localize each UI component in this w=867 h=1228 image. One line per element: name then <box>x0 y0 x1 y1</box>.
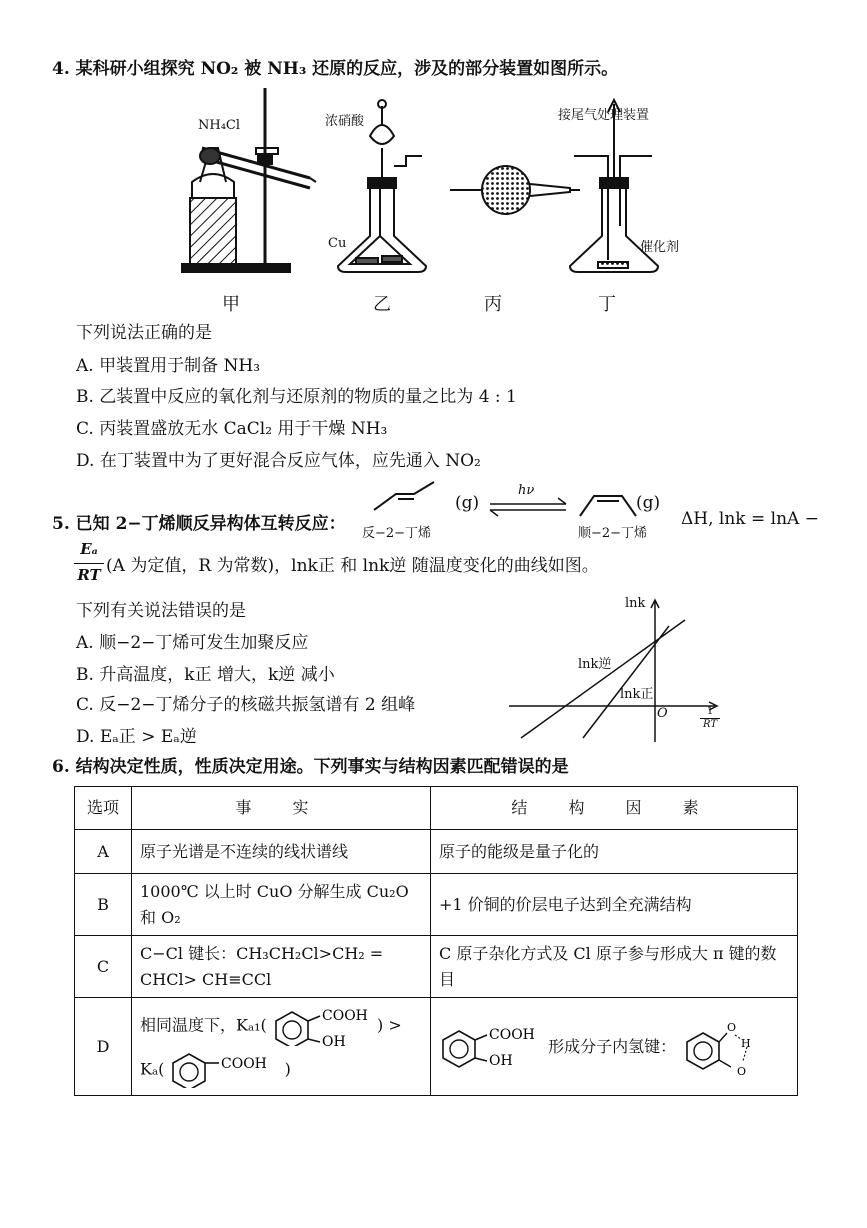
table-row <box>75 936 798 998</box>
lnk-graph <box>505 596 725 744</box>
apparatus-bing <box>450 166 580 214</box>
salicylic-acid-structure-2 <box>439 1023 543 1071</box>
benzoic-acid-structure <box>169 1052 279 1088</box>
frac-numerator: Eₐ <box>80 540 98 558</box>
line-lnk-forward <box>583 626 669 738</box>
graph-x-den: RT <box>702 719 718 730</box>
hb-o-2: O <box>737 1064 747 1078</box>
trans-label: 反−2−丁烯 <box>362 526 432 541</box>
row-d-fact-c: Kₐ( <box>140 1059 165 1078</box>
label-cu: Cu <box>328 236 347 251</box>
row-c-option: C <box>75 936 132 998</box>
q6-stem: 6. 结构决定性质，性质决定用途。下列事实与结构因素匹配错误的是 <box>52 757 569 777</box>
hv-label: hν <box>518 483 535 498</box>
q5-option-c: C. 反−2−丁烯分子的核磁共振氢谱有 2 组峰 <box>76 695 416 715</box>
header-cause: 结 构 因 素 <box>431 787 798 830</box>
q5-stem-cont: (A 为定值，R 为常数)，lnk正 和 lnk逆 随温度变化的曲线如图。 <box>106 556 599 576</box>
graph-origin: O <box>657 706 668 721</box>
table-row <box>75 874 798 936</box>
graph-y-label: lnk <box>625 596 646 611</box>
row-d-fact <box>132 998 431 1096</box>
row-a-fact: 原子光谱是不连续的线状谱线 <box>132 830 431 874</box>
q5-dh-part: ΔH, lnk = lnA − <box>681 509 819 529</box>
graph-label-reverse: lnk逆 <box>578 657 612 672</box>
cis-phase: (g) <box>636 493 661 513</box>
label-nh4cl: NH₄Cl <box>198 118 241 133</box>
q4-option-c: C. 丙装置盛放无水 CaCl₂ 用于干燥 NH₃ <box>76 419 388 439</box>
row-d-fact-a: 相同温度下，Kₐ₁( <box>140 1015 267 1034</box>
hb-o-1: O <box>727 1020 737 1034</box>
q5-stem-start: 5. 已知 2−丁烯顺反异构体互转反应： <box>52 514 346 534</box>
salicylic-cooh: COOH <box>321 1007 368 1024</box>
salicylic2-cooh: COOH <box>489 1026 535 1043</box>
row-c-fact: C−Cl 键长：CH₃CH₂Cl>CH₂ = CHCl> CH≡CCl <box>132 936 431 998</box>
q4-prompt: 下列说法正确的是 <box>76 323 212 343</box>
hb-h: H <box>741 1036 751 1050</box>
q4-option-b: B. 乙装置中反应的氧化剂与还原剂的物质的量之比为 4 : 1 <box>76 387 517 407</box>
label-yi: 乙 <box>373 294 391 315</box>
q4-stem: 4. 某科研小组探究 NO₂ 被 NH₃ 还原的反应，涉及的部分装置如图所示。 <box>52 59 619 79</box>
frac-bar <box>74 563 104 564</box>
apparatus-jia <box>182 88 316 272</box>
row-d-cause-cell <box>431 998 798 1096</box>
row-c-cause: C 原子杂化方式及 Cl 原子参与形成大 π 键的数目 <box>431 936 798 998</box>
header-option: 选项 <box>75 787 132 830</box>
row-d-option: D <box>75 998 132 1096</box>
q4-option-a: A. 甲装置用于制备 NH₃ <box>76 356 261 376</box>
salicylic-acid-structure <box>272 1006 372 1046</box>
salicylic-oh: OH <box>321 1033 346 1046</box>
label-tail-gas: 接尾气处理装置 <box>558 108 650 123</box>
label-jia: 甲 <box>222 294 240 315</box>
row-d-fact-d: ) <box>284 1059 291 1078</box>
label-ding: 丁 <box>598 294 616 315</box>
row-d-fact-b: ) > <box>376 1015 402 1034</box>
row-d-cause: 形成分子内氢键： <box>548 1036 677 1056</box>
row-a-option: A <box>75 830 132 874</box>
q5-option-b: B. 升高温度，k正 增大，k逆 减小 <box>76 665 335 685</box>
frac-denominator: RT <box>77 566 101 584</box>
label-bing: 丙 <box>484 294 502 315</box>
row-b-fact: 1000℃ 以上时 CuO 分解生成 Cu₂O 和 O₂ <box>132 874 431 936</box>
label-catalyst: 催化剂 <box>640 240 680 255</box>
graph-label-forward: lnk正 <box>620 687 654 702</box>
trans-phase: (g) <box>455 493 480 513</box>
table-header-row <box>75 787 798 830</box>
row-a-cause: 原子的能级是量子化的 <box>431 830 798 874</box>
row-b-option: B <box>75 874 132 936</box>
q5-prompt: 下列有关说法错误的是 <box>76 601 246 621</box>
q5-option-d: D. Eₐ正 > Eₐ逆 <box>76 727 197 747</box>
intramolecular-hbond-structure <box>681 1015 771 1079</box>
q4-option-d: D. 在丁装置中为了更好混合反应气体，应先通入 NO₂ <box>76 451 481 471</box>
row-b-cause: +1 价铜的价层电子达到全充满结构 <box>431 874 798 936</box>
salicylic2-oh: OH <box>489 1052 513 1069</box>
table-row <box>75 998 798 1096</box>
q5-option-a: A. 顺−2−丁烯可发生加聚反应 <box>76 633 309 653</box>
benzoic-cooh: COOH <box>221 1055 268 1072</box>
graph-x-num: 1 <box>706 706 714 717</box>
label-conc-hno3: 浓硝酸 <box>325 114 365 129</box>
header-fact: 事 实 <box>132 787 431 830</box>
table-row <box>75 830 798 874</box>
cis-label: 顺−2−丁烯 <box>578 526 648 541</box>
q6-table <box>74 786 798 1096</box>
